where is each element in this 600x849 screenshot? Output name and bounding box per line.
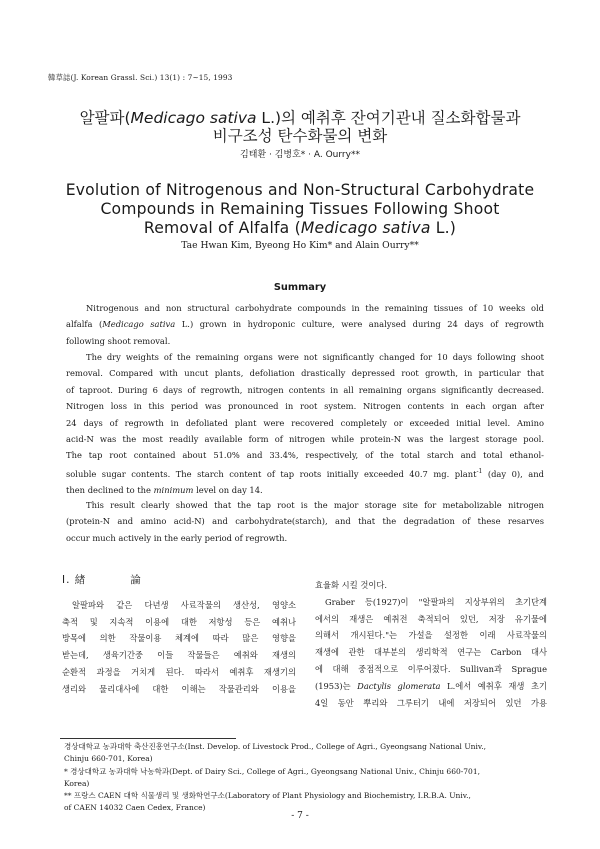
footnote-line: Korea) — [64, 778, 90, 788]
footnote-line: 경상대학교 농과대학 축산진흥연구소(Inst. Develop. of Livestock Prod., College of Agri., Gyeongsang National Univ., — [64, 742, 486, 751]
abstract-line: soluble sugar contents. The starch content of tap roots initially exceeded 40.7 mg. plant$^{-1}$ (day 0), and — [66, 467, 544, 479]
body-line: 축적 및 지속적 이용에 대한 저항성 등은 예취나 — [62, 616, 296, 627]
abstract-line: following shoot removal. — [66, 335, 171, 346]
body-line: 받는데, 생육기간중 이들 작물들은 예취와 재생의 — [62, 650, 296, 661]
footnote-line: of CAEN 14032 Caen Cedex, France) — [64, 803, 206, 813]
abstract-line: Nitrogenous and non structural carbohydrate compounds in the remaining tissues of 10 weeks old — [86, 303, 544, 313]
body-line: (1953)는 Dactylis glomerata L.에서 예취후 재생 초기 — [315, 680, 547, 691]
body-line: 생리와 물리대사에 대한 이해는 작물관리와 이용을 — [62, 683, 296, 694]
abstract-line: removal. Compared with uncut plants, defoliation drastically depressed root growth, in particular that — [66, 368, 544, 379]
body-line: 에서의 재생은 예취전 축적되어 있던, 저장 유기물에 — [315, 613, 547, 624]
korean-title-line-2: 비구조성 탄수화물의 변화 — [212, 127, 388, 145]
abstract-line: alfalfa (Medicago sativa L.) grown in hydroponic culture, were analysed during 24 days of regrowth — [66, 319, 544, 330]
abstract-paragraph-1 — [66, 300, 544, 349]
english-title-line-2: Compounds in Remaining Tissues Following Shoot — [100, 200, 500, 218]
footnotes — [64, 741, 548, 815]
right-column — [315, 577, 547, 711]
left-column — [62, 572, 296, 698]
english-title-line-1: Evolution of Nitrogenous and Non-Structural Carbohydrate — [65, 181, 535, 199]
body-line: 알팔파와 같은 다년생 사료작물의 생산성, 영양소 — [72, 599, 296, 610]
abstract-paragraph-3 — [66, 497, 544, 546]
abstract-line: 24 days of regrowth in defoliated plant were recovered completely or exceeded initial level. Amino — [66, 417, 544, 428]
body-line: 4일 동안 뿌리와 그루터기 내에 저장되어 있던 가용 — [315, 697, 547, 708]
footnote-line: * 경상대학교 농과대학 낙농학과(Dept. of Dairy Sci., College of Agri., Gyeongsang National Univ., Chinju 660-701, — [64, 766, 480, 776]
body-line: Graber 등(1927)이 "알팔파의 지상부위의 초기단계 — [325, 596, 547, 607]
korean-title-line-1: 알팔파(Medicago sativa L.)의 예취후 잔여기관내 질소화합물과 — [79, 109, 521, 127]
body-line: 효율화 시킬 것이다. — [315, 580, 388, 590]
abstract-line: acid-N was the most readily available form of nitrogen while protein-N was the largest storage pool. — [66, 434, 544, 445]
summary-heading: Summary — [273, 282, 327, 293]
abstract-line: This result clearly showed that the tap root is the major storage site for metabolizable nitrogen — [86, 500, 544, 510]
abstract-line: occur much actively in the early period of regrowth. — [66, 532, 288, 543]
abstract-line: The tap root contained about 51.0% and 33.4%, respectively, of the total starch and total ethanol- — [66, 450, 544, 461]
journal-citation: 韓草誌(J. Korean Grassl. Sci.) 13(1) : 7~15, 1993 — [48, 73, 233, 82]
english-title-line-3: Removal of Alfalfa (Medicago sativa L.) — [143, 219, 457, 237]
abstract-line: (protein-N and amino acid-N) and carbohydrate(starch), and that the degradation of these resarves — [66, 516, 544, 527]
body-line: 에 대해 중점적으로 이루어졌다. Sullivan과 Sprague — [315, 663, 547, 674]
abstract-line: The dry weights of the remaining organs were not significantly changed for 10 days following shoot — [86, 352, 544, 362]
korean-authors: 김태환 · 김병호* · A. Ourry** — [240, 150, 360, 160]
body-line: 방목에 의한 작물이용 체계에 따라 많은 영향을 — [62, 633, 296, 644]
page-number: - 7 - — [291, 811, 309, 821]
footnote-line: Chinju 660-701, Korea) — [64, 754, 153, 764]
body-line: 재생에 관한 대부분의 생리학적 연구는 Carbon 대사 — [315, 647, 547, 658]
footnote-line: ** 프랑스 CAEN 대학 식물생리 및 생화학연구소(Laboratory of Plant Physiology and Biochemistry, I.R.B.A. Univ., — [64, 791, 471, 801]
body-line: 순환적 과정을 거치게 된다. 따라서 예취후 재생기의 — [62, 666, 296, 677]
abstract-line: of taproot. During 6 days of regrowth, nitrogen contents in all remaining organs significantly decreased. — [66, 384, 544, 395]
abstract-line: Nitrogen loss in this period was pronounced in root system. Nitrogen contents in each organ after — [66, 401, 544, 412]
abstract-paragraph-2 — [66, 349, 544, 498]
section-heading: Ⅰ. 緖 論 — [62, 574, 142, 586]
body-line: 의해서 개시된다."는 가설을 설정한 이래 사료작물의 — [315, 630, 547, 641]
abstract-line: then declined to the minimum level on day 14. — [66, 485, 263, 496]
footnote-divider — [60, 738, 236, 739]
english-authors: Tae Hwan Kim, Byeong Ho Kim* and Alain Ourry** — [181, 240, 419, 251]
